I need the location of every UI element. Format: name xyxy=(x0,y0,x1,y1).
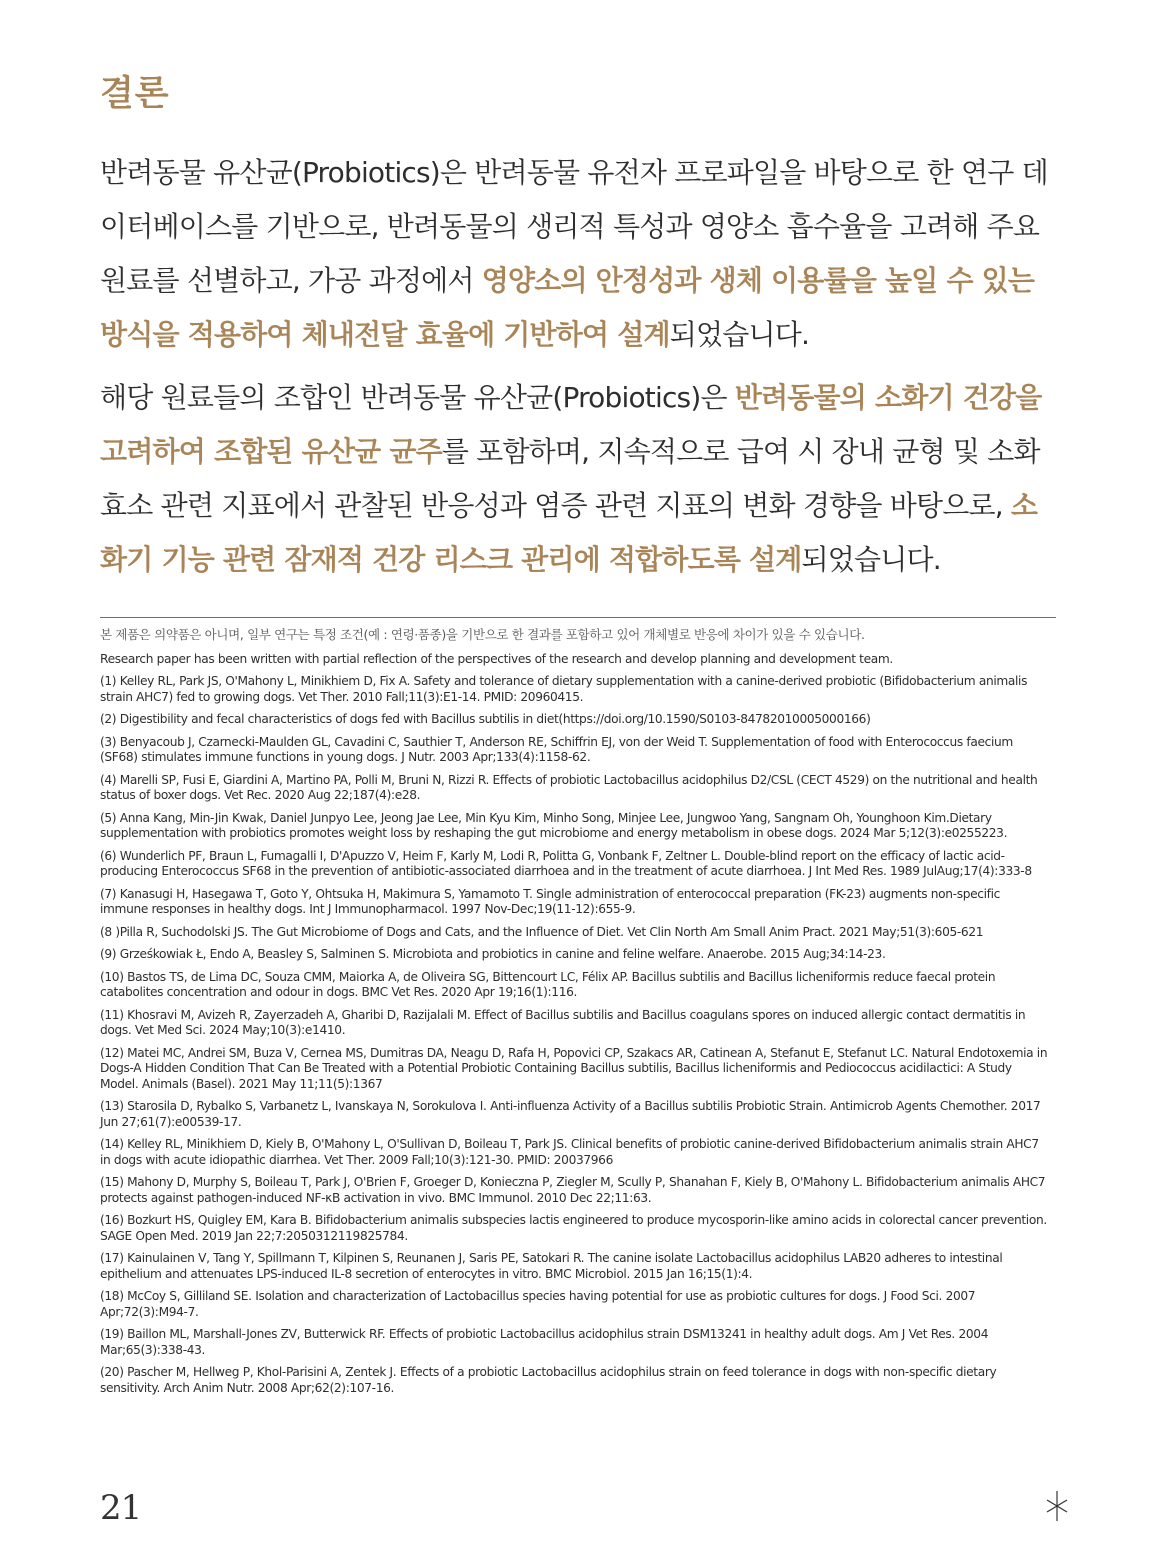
disclaimer: 본 제품은 의약품은 아니며, 일부 연구는 특정 조건(예 : 연령·품종)을 기반으로 한 결과를 포함하고 있어 개체별로 반응에 차이가 있을 수 있습니다. xyxy=(100,627,865,642)
reference-list xyxy=(100,674,1050,1396)
page-number: 21 xyxy=(100,1488,142,1528)
reference-item: (18) McCoy S, Gilliland SE. Isolation and characterization of Lactobacillus species having potential for use as probiotic cultures for dogs. J Food Sci. 2007 Apr;72(3):M94-7. xyxy=(100,1289,976,1319)
reference-item: (9) Grześkowiak Ł, Endo A, Beasley S, Salminen S. Microbiota and probiotics in canine and feline welfare. Anaerobe. 2015 Aug;34:14-23. xyxy=(100,947,886,961)
page-title: 결론 xyxy=(100,74,170,114)
reference-item: (13) Starosila D, Rybalko S, Varbanetz L, Ivanskaya N, Sorokulova I. Anti-influenza Activity of a Bacillus subtilis Probiotic Strain. Antimicrob Agents Chemother. 2017 Jun 27;61(7):e00539-17. xyxy=(100,1099,1041,1129)
reference-item: (16) Bozkurt HS, Quigley EM, Kara B. Bifidobacterium animalis subspecies lactis engineered to produce mycosporin-like amino acids in colorectal cancer prevention. SAGE Open Med. 2019 Jan 22;7:2050312119825784. xyxy=(100,1213,1047,1243)
reference-item: (4) Marelli SP, Fusi E, Giardini A, Martino PA, Polli M, Bruni N, Rizzi R. Effects of probiotic Lactobacillus acidophilus D2/CSL (CECT 4529) on the nutritional and health status of boxer dogs. Vet Rec. 2020 Aug 22;187(4):e28. xyxy=(100,772,1038,802)
reference-item: (7) Kanasugi H, Hasegawa T, Goto Y, Ohtsuka H, Makimura S, Yamamoto T. Single administration of enterococcal preparation (FK-23) augments non-specific immune responses in healthy dogs. Int J Immunopharmacol. 1997 Nov-Dec;19(11-12):655-9. xyxy=(100,886,1000,916)
conclusion-paragraph-2 xyxy=(100,371,1058,587)
reference-item: (2) Digestibility and fecal characteristics of dogs fed with Bacillus subtilis in diet(https://doi.org/10.1590/S0103-84782010005000166) xyxy=(100,712,871,726)
reference-item: (6) Wunderlich PF, Braun L, Fumagalli I, D'Apuzzo V, Heim F, Karly M, Lodi R, Politta G, Vonbank F, Zeltner L. Double-blind report on the efficacy of lactic acid-producing Enterococcus SF68 in the prevention of antibiotic-associated diarrhoea and in the treatment of acute diarrhoea. J Int Med Res. 1989 JulAug;17(4):333-8 xyxy=(100,848,1032,878)
divider xyxy=(100,617,1056,618)
para1-highlight: 영양소의 안정성과 생체 이용률을 높일 수 있는 방식을 적용하여 체내전달 효율에 기반하여 설계 xyxy=(100,264,1035,351)
star-icon xyxy=(1041,1490,1073,1522)
para1-text-1: 반려동물 유산균(Probiotics)은 반려동물 유전자 프로파일을 바탕으로 한 연구 데이터베이스를 기반으로, 반려동물의 생리적 특성과 영양소 흡수율을 고려해 주요 원료를 선별하고, 가공 과정에서 xyxy=(100,156,1048,297)
para2-highlight-2: 소화기 기능 관련 잠재적 건강 리스크 관리에 적합하도록 설계 xyxy=(100,489,1038,576)
reference-item: (10) Bastos TS, de Lima DC, Souza CMM, Maiorka A, de Oliveira SG, Bittencourt LC, Félix AP. Bacillus subtilis and Bacillus licheniformis reduce faecal protein catabolites concentration and odour in dogs. BMC Vet Res. 2020 Apr 19;16(1):116. xyxy=(100,969,996,999)
para2-text-2: 를 포함하며, 지속적으로 급여 시 장내 균형 및 소화 효소 관련 지표에서 관찰된 반응성과 염증 관련 지표의 변화 경향을 바탕으로, xyxy=(100,435,1040,522)
reference-item: (14) Kelley RL, Minikhiem D, Kiely B, O'Mahony L, O'Sullivan D, Boileau T, Park JS. Clinical benefits of probiotic canine-derived Bifidobacterium animalis strain AHC7 in dogs with acute idiopathic diarrhea. Vet Ther. 2009 Fall;10(3):121-30. PMID: 20037966 xyxy=(100,1137,1039,1167)
footnotes xyxy=(100,627,1050,1403)
reference-item: (3) Benyacoub J, Czarnecki-Maulden GL, Cavadini C, Sauthier T, Anderson RE, Schiffrin EJ, von der Weid T. Supplementation of food with Enterococcus faecium (SF68) stimulates immune functions in young dogs. J Nutr. 2003 Apr;133(4):1158-62. xyxy=(100,734,1013,764)
reference-item: (17) Kainulainen V, Tang Y, Spillmann T, Kilpinen S, Reunanen J, Saris PE, Satokari R. The canine isolate Lactobacillus acidophilus LAB20 adheres to intestinal epithelium and attenuates LPS-induced IL-8 secretion of enterocytes in vitro. BMC Microbiol. 2015 Jan 16;15(1):4. xyxy=(100,1251,1003,1281)
reference-item: (15) Mahony D, Murphy S, Boileau T, Park J, O'Brien F, Groeger D, Konieczna P, Ziegler M, Scully P, Shanahan F, Kiely B, O'Mahony L. Bifidobacterium animalis AHC7 protects against pathogen-induced NF-κB activation in vivo. BMC Immunol. 2010 Dec 22;11:63. xyxy=(100,1175,1046,1205)
reference-item: (19) Baillon ML, Marshall-Jones ZV, Butterwick RF. Effects of probiotic Lactobacillus acidophilus strain DSM13241 in healthy adult dogs. Am J Vet Res. 2004 Mar;65(3):338-43. xyxy=(100,1327,989,1357)
conclusion-paragraph-1 xyxy=(100,146,1058,362)
research-note: Research paper has been written with partial reflection of the perspectives of the research and develop planning and development team. xyxy=(100,651,893,666)
reference-item: (12) Matei MC, Andrei SM, Buza V, Cernea MS, Dumitras DA, Neagu D, Rafa H, Popovici CP, Szakacs AR, Catinean A, Stefanut E, Stefanut LC. Natural Endotoxemia in Dogs-A Hidden Condition That Can Be Treated with a Potential Probiotic Containing Bacillus subtilis, Bacillus licheniformis and Pediococcus acidilactici: A Study Model. Animals (Basel). 2021 May 11;11(5):1367 xyxy=(100,1045,1048,1091)
para2-text-3: 되었습니다. xyxy=(801,543,941,576)
reference-item: (5) Anna Kang, Min-Jin Kwak, Daniel Junpyo Lee, Jeong Jae Lee, Min Kyu Kim, Minho Song, Minjee Lee, Jungwoo Yang, Sangnam Oh, Younghoon Kim.Dietary supplementation with probiotics promotes weight loss by reshaping the gut microbiome and energy metabolism in obese dogs. 2024 Mar 5;12(3):e0255223. xyxy=(100,810,1008,840)
para2-highlight-1: 반려동물의 소화기 건강을 고려하여 조합된 유산균 균주 xyxy=(100,381,1042,468)
reference-item: (20) Pascher M, Hellweg P, Khol-Parisini A, Zentek J. Effects of a probiotic Lactobacillus acidophilus strain on feed tolerance in dogs with non-specific dietary sensitivity. Arch Anim Nutr. 2008 Apr;62(2):107-16. xyxy=(100,1365,997,1395)
para1-text-2: 되었습니다. xyxy=(669,318,810,351)
reference-item: (8 )Pilla R, Suchodolski JS. The Gut Microbiome of Dogs and Cats, and the Influence of Diet. Vet Clin North Am Small Anim Pract. 2021 May;51(3):605-621 xyxy=(100,924,984,939)
para2-text-1: 해당 원료들의 조합인 반려동물 유산균(Probiotics)은 xyxy=(100,381,735,414)
reference-item: (1) Kelley RL, Park JS, O'Mahony L, Minikhiem D, Fix A. Safety and tolerance of dietary supplementation with a canine-derived probiotic (Bifidobacterium animalis strain AHC7) fed to growing dogs. Vet Ther. 2010 Fall;11(3):E1-14. PMID: 20960415. xyxy=(100,674,1028,704)
reference-item: (11) Khosravi M, Avizeh R, Zayerzadeh A, Gharibi D, Razijalali M. Effect of Bacillus subtilis and Bacillus coagulans spores on induced allergic contact dermatitis in dogs. Vet Med Sci. 2024 May;10(3):e1410. xyxy=(100,1007,1026,1037)
